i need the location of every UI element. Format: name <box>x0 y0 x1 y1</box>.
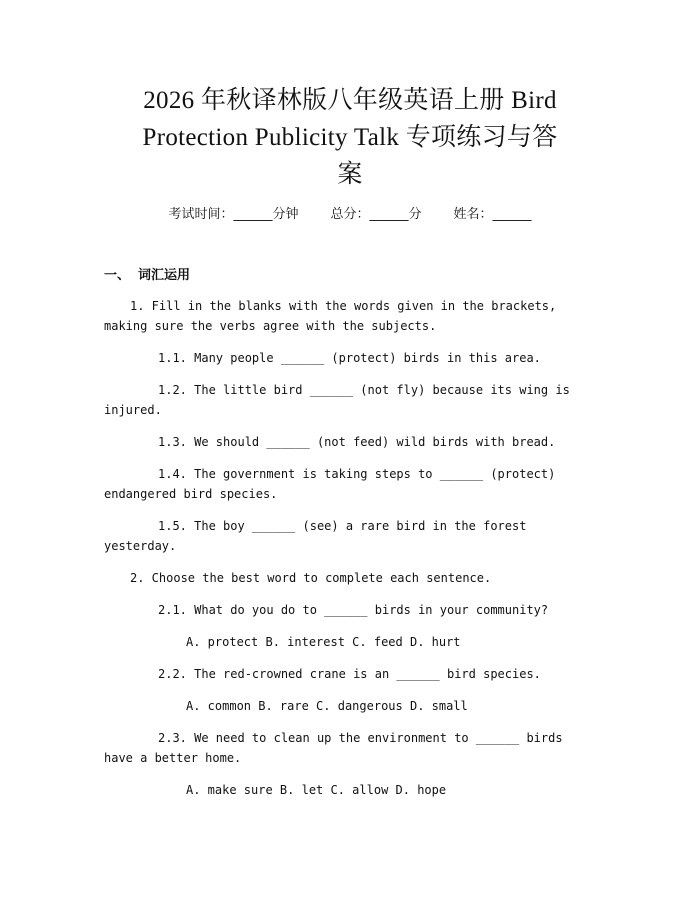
section-number: 一、 <box>104 268 131 283</box>
question-2-2-options: A. common B. rare C. dangerous D. small <box>186 699 468 713</box>
question-1-instruction: 1. Fill in the blanks with the words given in the brackets, making sure the verbs agree with the subjects. <box>104 299 557 333</box>
question-list <box>104 296 594 812</box>
question-1-5: 1.5. The boy ______ (see) a rare bird in the forest yesterday. <box>104 519 527 553</box>
exam-name: 姓名：______ <box>453 207 532 222</box>
question-1-4: 1.4. The government is taking steps to ______ (protect) endangered bird species. <box>104 467 556 501</box>
question-1-3: 1.3. We should ______ (not feed) wild birds with bread. <box>158 435 556 449</box>
document-title <box>70 82 630 193</box>
title-line-2: Protection Publicity Talk 专项练习与答 <box>142 124 558 151</box>
question-2-1-options: A. protect B. interest C. feed D. hurt <box>186 635 461 649</box>
question-1-1: 1.1. Many people ______ (protect) birds in this area. <box>158 351 541 365</box>
question-1-2: 1.2. The little bird ______ (not fly) because its wing is injured. <box>104 383 570 417</box>
question-2-3: 2.3. We need to clean up the environment to ______ birds have a better home. <box>104 731 563 765</box>
question-2-1: 2.1. What do you do to ______ birds in your community? <box>158 603 549 617</box>
exam-meta <box>0 205 700 225</box>
question-2-3-options: A. make sure B. let C. allow D. hope <box>186 783 447 797</box>
title-line-3: 案 <box>337 161 363 188</box>
section-title: 词汇运用 <box>138 268 191 283</box>
title-line-1: 2026 年秋译林版八年级英语上册 Bird <box>143 87 557 114</box>
question-2-2: 2.2. The red-crowned crane is an ______ bird species. <box>158 667 541 681</box>
exam-score: 总分：______分 <box>330 207 422 222</box>
question-2-instruction: 2. Choose the best word to complete each sentence. <box>130 571 492 585</box>
section-heading <box>104 266 190 286</box>
exam-time: 考试时间：______分钟 <box>168 207 299 222</box>
